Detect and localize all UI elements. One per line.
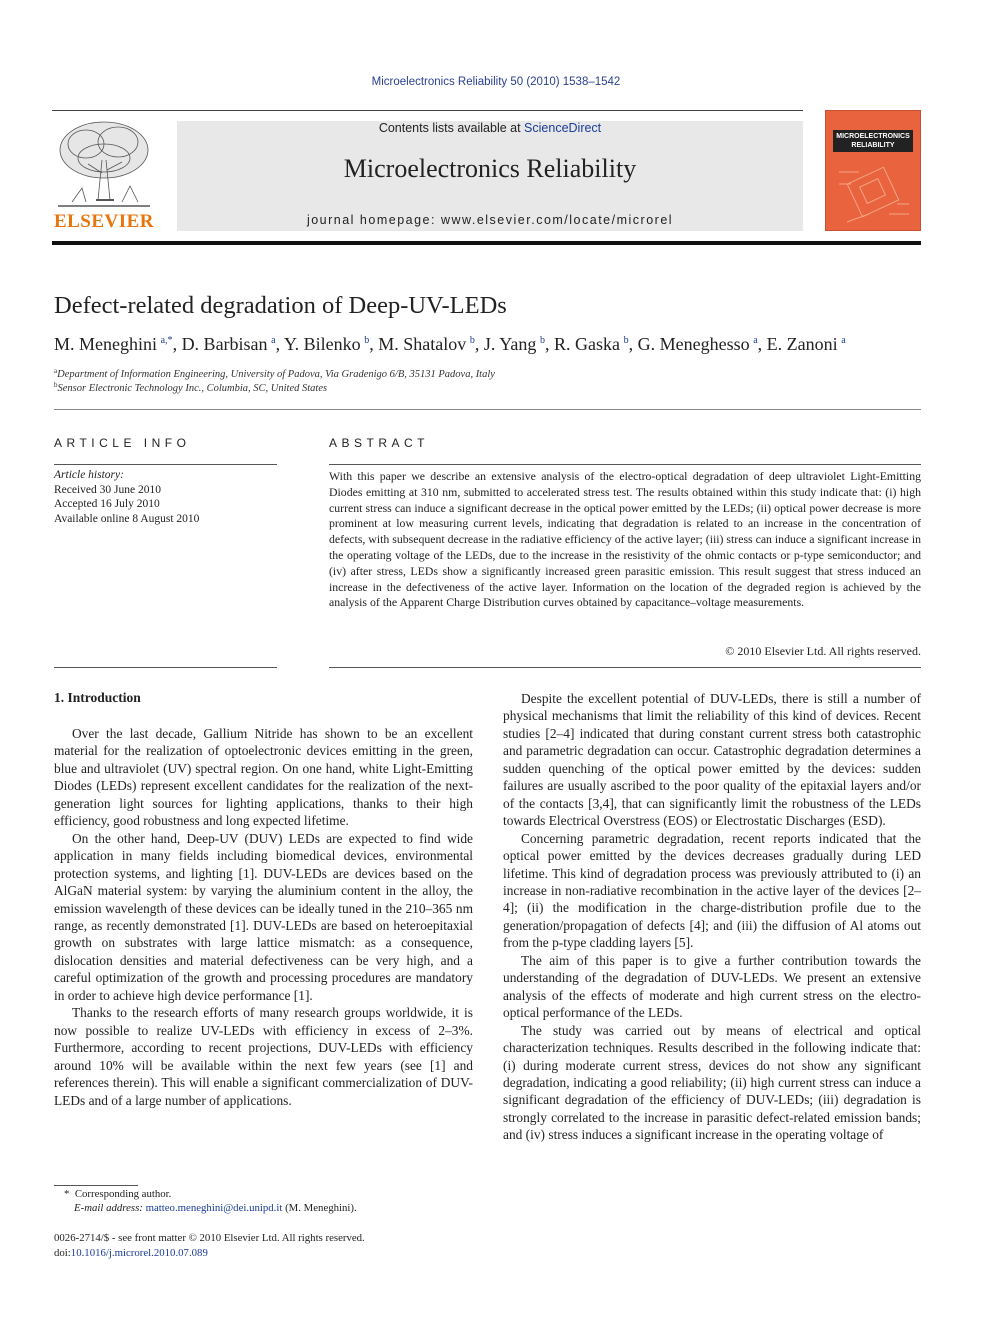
body-column-right (503, 690, 921, 1144)
section-divider (54, 409, 921, 410)
homepage-url-link[interactable]: www.elsevier.com/locate/microrel (440, 213, 674, 227)
author-affil-marker[interactable]: a,* (160, 335, 173, 346)
body-column-left (54, 725, 473, 1109)
doi-prefix: doi: (54, 1246, 71, 1259)
article-info-rule-bottom (54, 667, 277, 668)
author-affil-marker[interactable]: a (841, 335, 846, 346)
journal-title: Microelectronics Reliability (343, 154, 637, 183)
cover-title-line2: RELIABILITY (851, 142, 895, 149)
author-name[interactable]: E. Zanoni (766, 334, 838, 354)
homepage-prefix: journal homepage: (306, 213, 441, 227)
body-paragraph: Thanks to the research efforts of many research groups worldwide, it is now possible to realize UV-LEDs with efficiency in excess of 2–3%. Furthermore, according to recent projections, DUV-LEDs with efficiency around 10% will be available within the next few years (see [1] and references therein). This will enable a significant commercialization of DUV-LEDs and of a large number of applications. (54, 1005, 473, 1108)
email-note (54, 1201, 473, 1215)
author-name[interactable]: J. Yang (483, 334, 537, 354)
doi-link[interactable]: 10.1016/j.microrel.2010.07.089 (70, 1246, 208, 1259)
author-affil-marker[interactable]: a (753, 335, 758, 346)
author-affil-marker[interactable]: b (469, 335, 475, 346)
body-paragraph: Concerning parametric degradation, recent reports indicated that the optical power emitted by the devices decreases gradually during LED lifetime. This kind of degradation process was previously attributed to (i) an increase in non-radiative recombination in the active layer of the devices [2–4]; (ii) the modification in the charge-distribution profile due to the generation/propagation of defects [4]; and (iii) the diffusion of Al atoms out from the p-type cladding layers [5]. (503, 830, 921, 951)
body-paragraph: On the other hand, Deep-UV (DUV) LEDs are expected to find wide application in many fields including biomedical devices, environmental protection systems, and lighting [1]. DUV-LEDs are devices based on the AlGaN material system: by varying the aluminium content in the alloy, the emission wavelength of these devices can be ideally tuned in the 210–365 nm range, as recently demonstrated [1]. DUV-LEDs are based on heteroepitaxial growth on substrates with large lattice mismatch: as a consequence, dislocation densities and material defectiveness can be very high, and a careful optimization of the growth and processing procedures are mandatory in order to achieve high device performance [1]. (54, 830, 473, 1003)
journal-homepage (177, 213, 803, 227)
elsevier-logo (52, 118, 156, 234)
doi-line (54, 1246, 365, 1261)
affiliation-marker: a (54, 367, 58, 375)
author-name[interactable]: D. Barbisan (181, 334, 268, 354)
footnote (54, 1187, 473, 1215)
body-paragraph: Over the last decade, Gallium Nitride has shown to be an excellent material for the realization of optoelectronic devices emitting in the green, blue and ultraviolet (UV) spectral region. On one hand, white Light-Emitting Diodes (LEDs) represent excellent candidates for the realization of the next-generation light sources for lighting applications, thanks to their high efficiency, good robustness and long expected lifetime. (54, 726, 473, 829)
email-label: E-mail address: (74, 1202, 143, 1214)
circuit-pattern-icon (839, 164, 909, 224)
abstract-text: With this paper we describe an extensive analysis of the electro-optical degradation of deep ultraviolet Light-Emitting Diodes emitting at 310 nm, submitted to accelerated stress test. The results obtained within this study indicate that: (i) high current stress can induce a significant decrease in the optical power emitted by the LEDs; (ii) optical power decrease is more prominent at low measuring current levels, indicating that degradation is related to an increase in the concentration of defects, with subsequent decrease in the radiative efficiency of the active layer; (iii) stress can induce a significant increase in the operating voltage of the LEDs, due to the increase in the resistivity of the ohmic contacts or p-type semiconductor; and (iv) after stress, LEDs show a significantly increased green parasitic emission. This result suggest that stress induced an increase in the defectiveness of the active layer. Information on the location of the degraded region is achieved by the analysis of the Apparent Charge Distribution curves obtained by capacitance–voltage measurements. (329, 469, 921, 610)
footnote-marker: * (64, 1188, 70, 1200)
footnote-rule (54, 1185, 138, 1186)
bottom-metadata (54, 1231, 365, 1260)
abstract-rule-bottom (329, 667, 921, 668)
abstract-rule-top (329, 464, 921, 465)
history-label: Article history: (54, 469, 124, 481)
affiliation-text: Sensor Electronic Technology Inc., Columbia, SC, United States (57, 383, 328, 394)
journal-cover-image (825, 110, 921, 231)
issn-line: 0026-2714/$ - see front matter © 2010 Elsevier Ltd. All rights reserved. (54, 1232, 365, 1244)
abstract-heading: ABSTRACT (329, 436, 430, 450)
article-history (54, 468, 277, 526)
email-link[interactable]: matteo.meneghini@dei.unipd.it (145, 1202, 283, 1214)
body-paragraph: Despite the excellent potential of DUV-LEDs, there is still a number of physical mechanisms that limit the reliability of this kind of devices. Recent studies [2–4] indicated that during constant current stress both catastrophic and parametric degradation can occur. Catastrophic degradation determines a sudden quenching of the optical power emitted by the devices: sudden failures are usually ascribed to the poor quality of the epitaxial layers and/or of the contacts [3,4], that can significantly limit the robustness of the LEDs towards Electrical Overstress (EOS) or Electrostatic Discharges (ESD). (503, 691, 921, 829)
elsevier-tree-icon (52, 118, 156, 210)
corresponding-author-note (54, 1187, 473, 1201)
body-paragraph: The aim of this paper is to give a further contribution towards the understanding of the degradation of DUV-LEDs. We present an extensive analysis of the effects of moderate and high current stress on the electro-optical performance of the LEDs. (503, 952, 921, 1021)
author-affil-marker[interactable]: b (364, 335, 370, 346)
header-rule-thin (52, 110, 803, 111)
author-affil-marker[interactable]: a (271, 335, 276, 346)
author-list: M. Meneghini $^{a,*}$, D. Barbisan $^a$, Y. Bilenko $^b$, M. Shatalov $^b$, J. Yang $^b$, R. Gaska $^b$, G. Meneghesso $^a$, E. Zanoni $^a$ (54, 334, 846, 354)
publisher-wordmark: ELSEVIER (53, 211, 155, 232)
online-date: Available online 8 August 2010 (54, 512, 200, 525)
author-name[interactable]: M. Shatalov (378, 334, 467, 354)
author-name[interactable]: M. Meneghini (54, 334, 157, 354)
author-affil-marker[interactable]: b (623, 335, 629, 346)
journal-reference[interactable]: Microelectronics Reliability 50 (2010) 1538–1542 (371, 76, 621, 88)
author-affil-marker[interactable]: b (540, 335, 545, 346)
contents-prefix: Contents lists available at (378, 121, 525, 135)
author-name[interactable]: Y. Bilenko (283, 334, 361, 354)
affiliation-text: Department of Information Engineering, University of Padova, Via Gradenigo 6/B, 35131 Padova, Italy (57, 369, 495, 380)
cover-title-line1: MICROELECTRONICS (836, 133, 910, 140)
author-name[interactable]: R. Gaska (554, 334, 620, 354)
section-heading-introduction: 1. Introduction (54, 690, 141, 705)
affiliation-a (54, 367, 495, 380)
article-title: Defect-related degradation of Deep-UV-LEDs (54, 292, 507, 319)
author-name[interactable]: G. Meneghesso (637, 334, 750, 354)
article-info-rule-top (54, 464, 277, 465)
contents-line (177, 121, 803, 135)
copyright-notice: © 2010 Elsevier Ltd. All rights reserved. (725, 644, 921, 658)
corresponding-label: Corresponding author. (74, 1188, 172, 1200)
email-owner: (M. Meneghini). (285, 1202, 357, 1214)
article-info-heading: ARTICLE INFO (54, 436, 191, 450)
received-date: Received 30 June 2010 (54, 483, 161, 496)
cover-title (833, 132, 913, 150)
sciencedirect-link[interactable]: ScienceDirect (524, 121, 602, 135)
header-rule-thick (52, 241, 921, 245)
accepted-date: Accepted 16 July 2010 (54, 498, 160, 510)
affiliation-b (54, 381, 327, 394)
affiliation-marker: b (54, 381, 58, 389)
body-paragraph: The study was carried out by means of electrical and optical characterization techniques. Results described in the following indicate that: (i) during moderate current stress, devices do not show any significant degradation, indicating a good reliability; (ii) high current stress can induce a significant degradation of the efficiency of DUV-LEDs; (iii) degradation is strongly correlated to the increase in parasitic defect-related emission bands; and (iv) stress induces a significant increase in the operating voltage of (503, 1022, 921, 1143)
